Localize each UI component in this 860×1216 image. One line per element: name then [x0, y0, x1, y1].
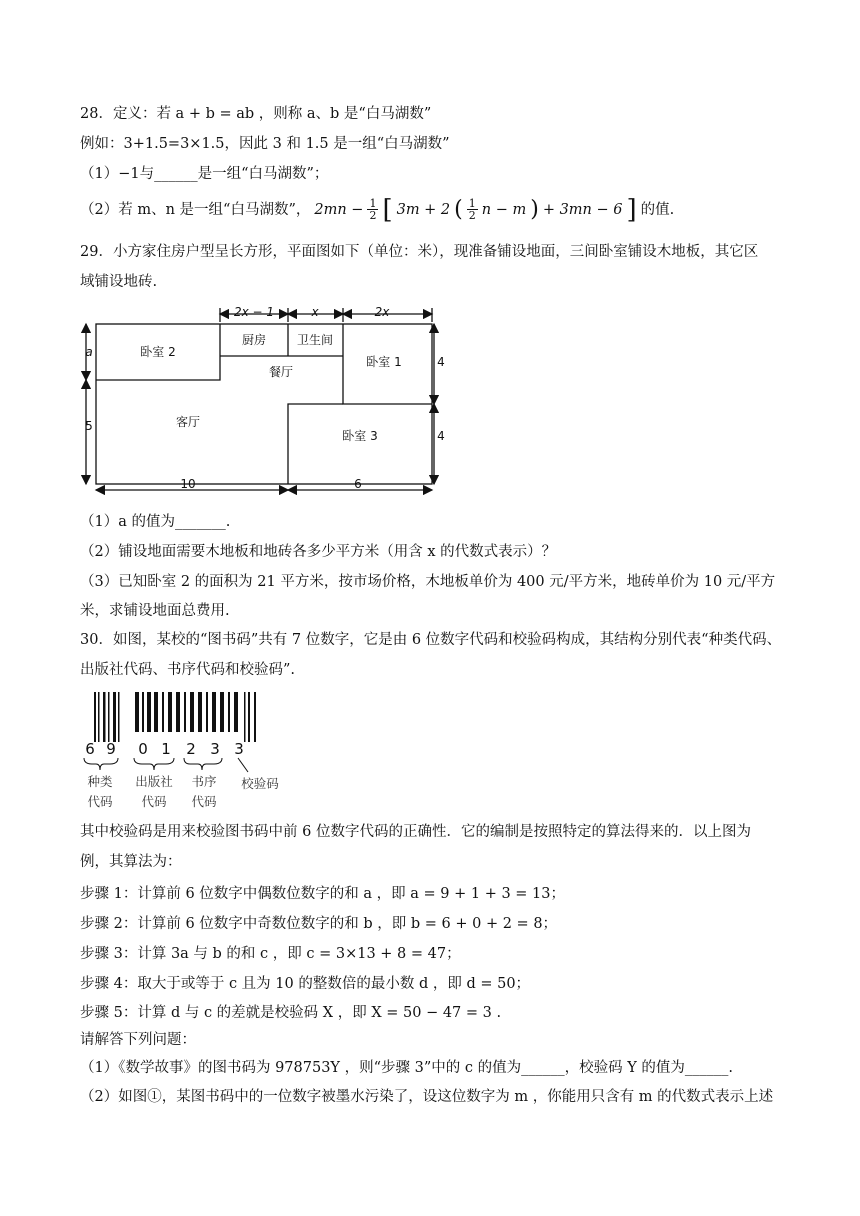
q28-inner-a: n − m	[481, 201, 527, 218]
barcode-digit-3: 0	[138, 740, 148, 758]
q28-inner-frac-den: 2	[468, 209, 476, 222]
barcode-label-pub-1: 出版社	[135, 774, 173, 789]
plan-room-bathroom: 卫生间	[296, 333, 334, 347]
q28-part2	[80, 194, 675, 225]
q30-step3: 步骤 3：计算 3a 与 b 的和 c ，即 c = 3×13 + 8 = 47；	[80, 946, 461, 962]
plan-dim-top-c: 2x	[374, 305, 390, 319]
plan-dim-top-b: x	[311, 305, 319, 319]
q28-paren-open: (	[454, 196, 463, 222]
barcode-digit-2: 9	[106, 740, 116, 758]
barcode-label-type-1: 种类	[87, 774, 113, 789]
q28-paren-close: )	[530, 196, 539, 222]
q30-step5: 步骤 5：计算 d 与 c 的差就是校验码 X ，即 X = 50 − 47 = 3 .	[80, 1005, 502, 1021]
barcode-digit-1: 6	[85, 740, 95, 758]
plan-dim-top-a: 2x − 1	[233, 305, 275, 319]
q28-expr-c: + 3mn − 6	[542, 201, 623, 218]
q30-step4: 步骤 4：取大于或等于 c 且为 10 的整数倍的最小数 d ，即 d = 50；	[80, 976, 531, 992]
barcode-digit-5: 2	[186, 740, 196, 758]
q29-part2: （2）铺设地面需要木地板和地砖各多少平方米（用含 x 的代数式表示）？	[80, 544, 557, 560]
q28-expr-b: 3m + 2	[396, 201, 451, 218]
q29-part3-line2: 米，求铺设地面总费用.	[80, 603, 230, 619]
plan-room-bedroom1: 卧室 1	[366, 355, 402, 369]
barcode-digit-4: 1	[161, 740, 171, 758]
q30-step1: 步骤 1：计算前 6 位数字中偶数位数字的和 a ，即 a = 9 + 1 + 3 = 13；	[80, 886, 565, 902]
q28-inner-frac-num: 1	[468, 197, 476, 210]
barcode-label-check: 校验码	[241, 776, 279, 791]
plan-room-kitchen: 厨房	[241, 333, 267, 347]
plan-dim-right-b: 4	[437, 429, 445, 443]
plan-room-bedroom3: 卧室 3	[342, 429, 378, 443]
q28-definition: 28．定义：若 a + b = ab ，则称 a、b 是“白马湖数”	[80, 106, 432, 122]
plan-dim-left-a: a	[85, 345, 93, 359]
barcode-label-seq-1: 书序	[191, 774, 217, 789]
q28-expr-a: 2mn −	[314, 201, 364, 218]
plan-room-bedroom2: 卧室 2	[140, 345, 176, 359]
q30-desc-line1: 其中校验码是用来校验图书码中前 6 位数字代码的正确性．它的编制是按照特定的算法得来的．以上图为	[80, 824, 751, 840]
barcode-digit-7: 3	[234, 740, 244, 758]
q30-part2: （2）如图①，某图书码中的一位数字被墨水污染了，设这位数字为 m ，你能用只含有 m 的代数式表示上述	[80, 1089, 774, 1105]
q28-part1: （1）−1与______是一组“白马湖数”；	[80, 166, 329, 182]
q29-stem-line2: 域铺设地砖.	[80, 274, 158, 290]
barcode-digit-6: 3	[210, 740, 220, 758]
q28-example: 例如：3+1.5=3×1.5，因此 3 和 1.5 是一组“白马湖数”	[80, 136, 450, 152]
q28-bracket-close: ]	[626, 194, 637, 225]
barcode-label-type-2: 代码	[87, 794, 113, 809]
plan-bedroom3-wall	[288, 404, 343, 484]
plan-room-living: 客厅	[175, 415, 201, 429]
barcode-diagram	[80, 690, 290, 812]
plan-dim-bottom-a: 10	[180, 477, 196, 491]
plan-dim-left-b: 5	[85, 419, 93, 433]
q29-part1: （1）a 的值为_______.	[80, 514, 231, 530]
q28-inner-fraction	[467, 198, 478, 221]
q29-stem-line1: 29．小方家住房户型呈长方形，平面图如下（单位：米），现准备铺设地面，三间卧室铺设木地板，其它区	[80, 244, 759, 260]
floor-plan-diagram	[78, 302, 448, 498]
plan-room-dining: 餐厅	[268, 365, 294, 379]
q28-frac-num: 1	[369, 197, 377, 210]
q30-stem-line1: 30．如图，某校的“图书码”共有 7 位数字，它是由 6 位数字代码和校验码构成，其结构分别代表“种类代码、	[80, 632, 782, 648]
plan-dim-bottom-b: 6	[354, 477, 362, 491]
q28-fraction	[367, 198, 378, 221]
q28-part2-suffix: 的值.	[640, 201, 675, 218]
barcode-label-seq-2: 代码	[191, 794, 217, 809]
q30-stem-line2: 出版社代码、书序代码和校验码”.	[80, 662, 296, 678]
q28-bracket-open: [	[382, 194, 393, 225]
q30-desc-line2: 例，其算法为：	[80, 854, 182, 870]
q30-step2: 步骤 2：计算前 6 位数字中奇数位数字的和 b ，即 b = 6 + 0 + 2 = 8；	[80, 916, 558, 932]
q30-ask: 请解答下列问题：	[80, 1032, 196, 1048]
q28-part2-prefix: （2）若 m、n 是一组“白马湖数”，	[80, 201, 311, 218]
q28-frac-den: 2	[369, 209, 377, 222]
q29-part3-line1: （3）已知卧室 2 的面积为 21 平方米，按市场价格，木地板单价为 400 元/平方米，地砖单价为 10 元/平方	[80, 574, 776, 590]
barcode-label-pub-2: 代码	[141, 794, 167, 809]
q30-part1: （1）《数学故事》的图书码为 978753Y ，则“步骤 3”中的 c 的值为______，校验码 Y 的值为______.	[80, 1060, 734, 1076]
plan-dim-right-a: 4	[437, 355, 445, 369]
barcode-bars	[94, 692, 256, 742]
